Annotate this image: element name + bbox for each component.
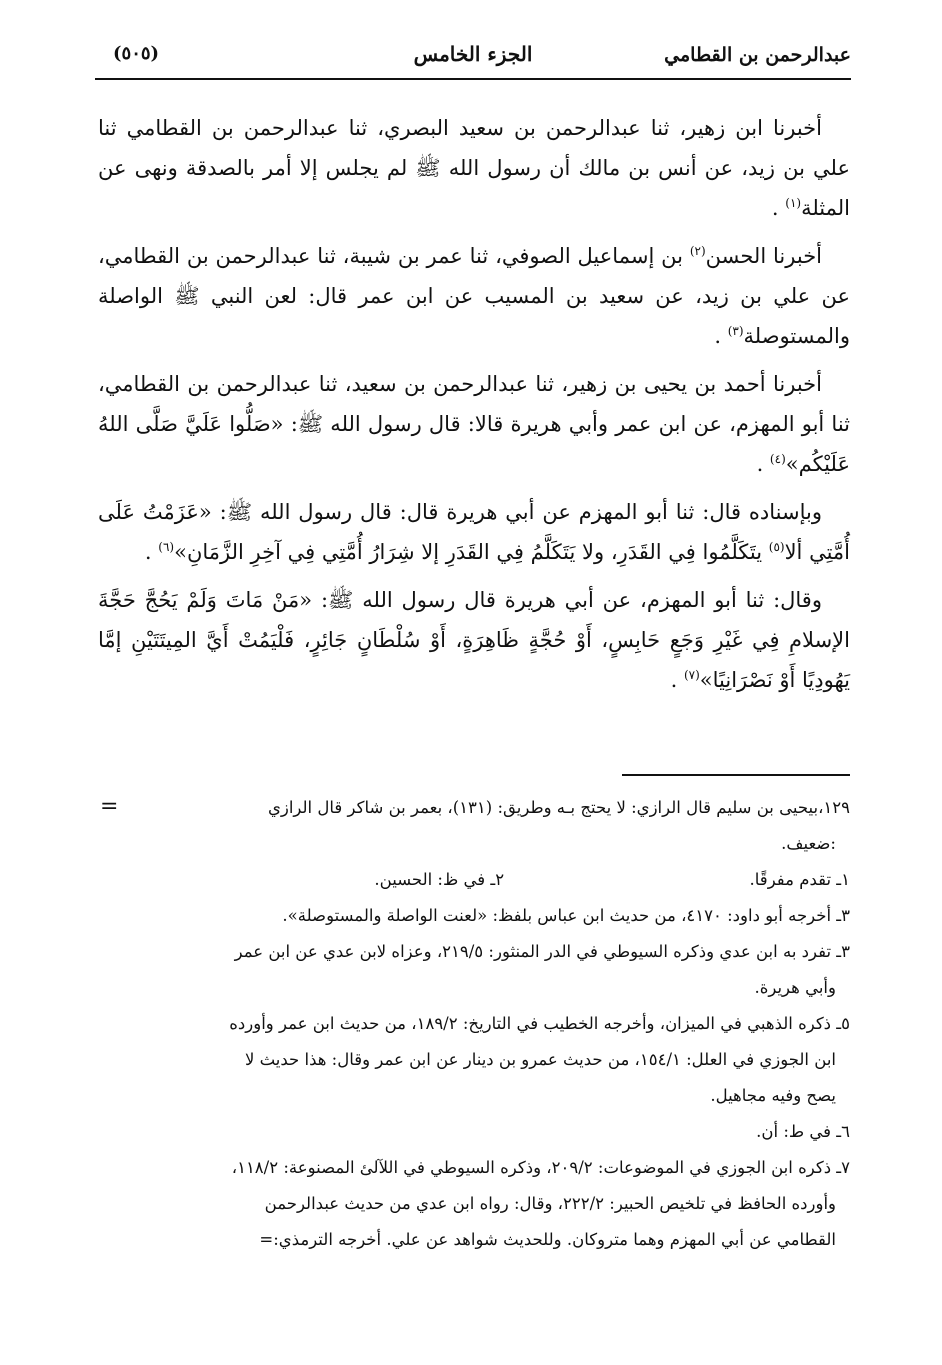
header-author: عبدالرحمن بن القطامي [664, 44, 851, 66]
footnote-divider [622, 774, 850, 776]
footnote-2: ٢ـ في ظ: الحسين. [374, 870, 505, 889]
footnote-carryover: ١٢٩،بيحيى بن سليم قال الرازي: لا يحتج بـه وطريق: (١٣١)، بعمر بن شاكر قال الرازي [267, 798, 850, 817]
footnote-7-cont-2: القطامي عن أبي المهزم وهما متروكان. وللحديث شواهد عن علي. أخرجه الترمذي:= [259, 1230, 836, 1249]
footnote-7-cont: وأورده الحافظ في تلخيص الحبير: ٢٢٢/٢، وقال: رواه ابن عدي من حديث عبدالرحمن [264, 1194, 836, 1213]
footnote-ref-6: (٦) [158, 540, 175, 554]
footnote-1: ١ـ تقدم مفرقًا. [749, 870, 850, 889]
footnote-ref-3: (٣) [727, 324, 744, 338]
page-number: (٥٠٥) [113, 43, 160, 64]
paragraph-3-text: أخبرنا أحمد بن يحيى بن زهير، ثنا عبدالرحمن بن سعيد، ثنا عبدالرحمن بن القطامي، ثنا أبو المهزم، عن ابن عمر وأبي هريرة قالا: قال رسول الله ﷺ: «صَلُّوا عَلَيَّ صَلَّى اللهُ عَلَيْكُم» [98, 372, 850, 476]
footnotes [98, 790, 850, 1258]
footnote-6: ٦ـ في ط: أن. [756, 1122, 850, 1141]
paragraph-4-text-b: يتَكَلَّمُوا فِي القَدَرِ، ولا يَتَكَلَّمُ فِي القَدَرِ إلا شِرَارُ أُمَّتِي فِي آخِرِ الزَّمَانِ» [174, 540, 769, 564]
footnote-ref-2: (٢) [689, 244, 706, 258]
paragraph-3: أخبرنا أحمد بن يحيى بن زهير، ثنا عبدالرحمن بن سعيد، ثنا عبدالرحمن بن القطامي، ثنا أبو المهزم، عن ابن عمر وأبي هريرة قالا: قال رسول الله ﷺ: «صَلُّوا عَلَيَّ صَلَّى اللهُ عَلَيْكُم»$^{(٤)}$ . [98, 372, 850, 476]
footnote-ref-1: (١) [785, 196, 802, 210]
paragraph-2-text-b: بن إسماعيل الصوفي، ثنا عمر بن شيبة، ثنا عبدالرحمن بن القطامي، عن علي بن زيد، عن سعيد بن المسيب عن ابن عمر قال: لعن النبي ﷺ الواصلة والمستوصلة [98, 244, 850, 348]
header-volume: الجزء الخامس [413, 42, 533, 66]
continuation-mark: = [100, 794, 119, 819]
running-header [95, 38, 851, 80]
footnote-5-cont-2: يصح وفيه مجاهيل. [710, 1086, 836, 1105]
footnote-5-cont: ابن الجوزي في العلل: ١٥٤/١، من حديث عمرو بن دينار عن ابن عمر وقال: هذا حديث لا [244, 1050, 836, 1069]
footnote-ref-4: (٤) [769, 452, 786, 466]
paragraph-4: وبإسناده قال: ثنا أبو المهزم عن أبي هريرة قال: قال رسول الله ﷺ: «عَزَمْتُ عَلَى أُمَّتِي ألا$^{(٥)}$ يتَكَلَّمُوا فِي القَدَرِ، ولا يَتَكَلَّمُ فِي القَدَرِ إلا شِرَارُ أُمَّتِي فِي آخِرِ الزَّمَانِ»$^{(٦)}$ . [98, 500, 850, 564]
paragraph-5: وقال: ثنا أبو المهزم، عن أبي هريرة قال رسول الله ﷺ: «مَنْ مَاتَ وَلَمْ يَحُجَّ حَجَّةَ الإسلامِ فِي غَيْرِ وَجَعٍ حَابِسٍ، أَوْ حُجَّةٍ ظَاهِرَةٍ، أَوْ سُلْطَانٍ جَائِرٍ، فَلْيَمُتْ أَيَّ المِيتَتَيْنِ إمَّا يَهُودِيًا أَوْ نَصْرَانِيًا»$^{(٧)}$ . [98, 588, 850, 692]
footnote-carryover-end: :ضعيف. [781, 834, 836, 853]
footnote-4: ٣ـ تفرد به ابن عدي وذكره السيوطي في الدر المنثور: ٢١٩/٥، وعزاه لابن عدي عن ابن عمر [234, 942, 850, 961]
footnote-ref-5: (٥) [768, 540, 785, 554]
footnote-4-cont: وأبي هريرة. [754, 978, 836, 997]
paragraph-5-text: وقال: ثنا أبو المهزم، عن أبي هريرة قال رسول الله ﷺ: «مَنْ مَاتَ وَلَمْ يَحُجَّ حَجَّةَ الإسلامِ فِي غَيْرِ وَجَعٍ حَابِسٍ، أَوْ حُجَّةٍ ظَاهِرَةٍ، أَوْ سُلْطَانٍ جَائِرٍ، فَلْيَمُتْ أَيَّ المِيتَتَيْنِ إمَّا يَهُودِيًا أَوْ نَصْرَانِيًا» [98, 588, 850, 692]
paragraph-2-text-a: أخبرنا الحسن [705, 244, 823, 268]
footnote-ref-7: (٧) [683, 668, 700, 682]
footnote-row-1-2 [98, 862, 850, 898]
footnote-5: ٥ـ ذكره الذهبي في الميزان، وأخرجه الخطيب في التاريخ: ١٨٩/٢، من حديث ابن عمر وأورده [229, 1014, 850, 1033]
paragraph-1: أخبرنا ابن زهير، ثنا عبدالرحمن بن سعيد البصري، ثنا عبدالرحمن بن القطامي ثنا علي بن زيد، عن أنس بن مالك أن رسول الله ﷺ لم يجلس إلا أمر بالصدقة ونهى عن المثلة$^{(١)}$ . [98, 116, 850, 220]
paragraph-2: أخبرنا الحسن$^{(٢)}$ بن إسماعيل الصوفي، ثنا عمر بن شيبة، ثنا عبدالرحمن بن القطامي، عن علي بن زيد، عن سعيد بن المسيب عن ابن عمر قال: لعن النبي ﷺ الواصلة والمستوصلة$^{(٣)}$ . [98, 244, 850, 348]
footnote-3: ٣ـ أخرجه أبو داود: ٤١٧٠، من حديث ابن عباس بلفظ: «لعنت الواصلة والمستوصلة». [282, 906, 850, 925]
main-text [98, 108, 850, 708]
footnote-7: ٧ـ ذكره ابن الجوزي في الموضوعات: ٢٠٩/٢، وذكره السيوطي في اللآلئ المصنوعة: ١١٨/٢، [231, 1158, 850, 1177]
paragraph-1-text: أخبرنا ابن زهير، ثنا عبدالرحمن بن سعيد البصري، ثنا عبدالرحمن بن القطامي ثنا علي بن زيد، عن أنس بن مالك أن رسول الله ﷺ لم يجلس إلا أمر بالصدقة ونهى عن المثلة [98, 116, 850, 220]
paragraph-4-text-a: وبإسناده قال: ثنا أبو المهزم عن أبي هريرة قال: قال رسول الله ﷺ: «عَزَمْتُ عَلَى أُمَّتِي ألا [98, 500, 850, 564]
